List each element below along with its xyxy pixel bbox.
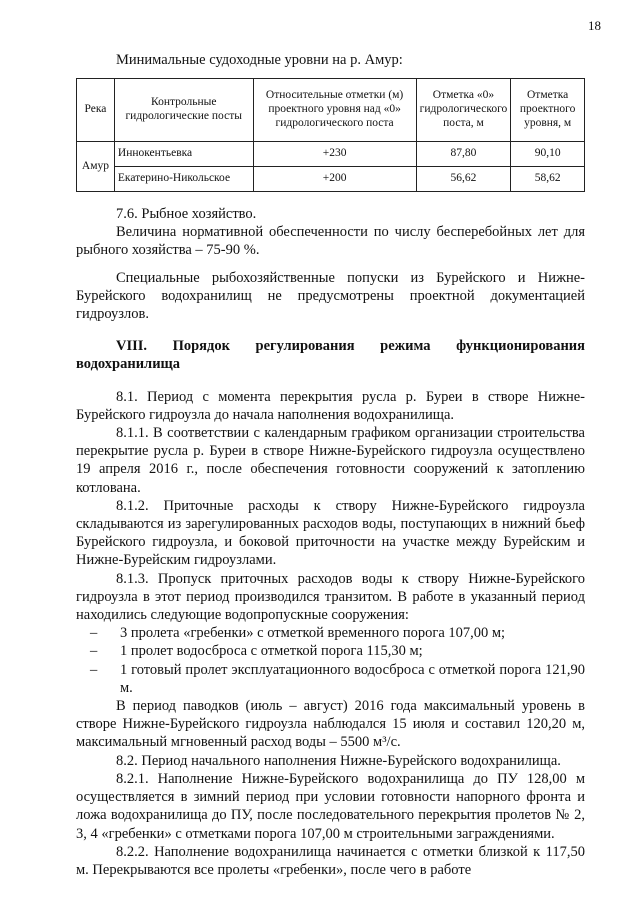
table-header-row <box>77 79 585 142</box>
shipping-levels-table <box>76 78 585 192</box>
table-caption: Минимальные судоходные уровни на р. Амур: <box>116 52 403 68</box>
post-cell: Иннокентьевка <box>114 142 253 167</box>
list-item <box>76 642 585 660</box>
paragraph: 8.1.1. В соответствии с календарным графиком организации строительства перекрытие русла р. Буреи в створе Нижне-Бурейского гидроузла осуществлено 19 апреля 2016 г., после обеспечения готовности сооружений к затоплению котлована. <box>76 425 585 496</box>
list-item <box>76 624 585 642</box>
paragraph: 7.6. Рыбное хозяйство. <box>116 206 257 222</box>
header-zero-mark: Отметка «0» гидрологического поста, м <box>416 79 511 142</box>
list-item-text: 1 пролет водосброса с отметкой порога 115,30 м; <box>120 643 423 660</box>
relative-cell: +230 <box>253 142 416 167</box>
header-river: Река <box>77 79 115 142</box>
table-row <box>77 167 585 192</box>
paragraph: 8.2. Период начального наполнения Нижне-Бурейского водохранилища. <box>116 752 561 769</box>
list-item <box>76 661 585 697</box>
list-item-text: 3 пролета «гребенки» с отметкой временного порога 107,00 м; <box>120 625 506 642</box>
paragraph: 8.2.2. Наполнение водохранилища начинается с отметки близкой к 117,50 м. Перекрываются все пролеты «гребенки», после чего в работе <box>76 843 585 878</box>
page-number: 18 <box>588 18 601 33</box>
list-item-text: 1 готовый пролет эксплуатационного водосброса с отметкой порога 121,90 м. <box>120 661 585 696</box>
paragraph: 8.1.2. Приточные расходы к створу Нижне-Бурейского гидроузла складываются из зарегулированных расходов воды, поступающих в нижний бьеф Бурейского гидроузла, и боковой приточности на участке между Бурейским и Нижне-Бурейским гидроузлами. <box>76 497 585 569</box>
relative-cell: +200 <box>253 167 416 192</box>
paragraph: В период паводков (июль – август) 2016 года максимальный уровень в створе Нижне-Бурейского гидроузла наблюдался 15 июля и составил 120,20 м, максимальный мгновенный расход воды – 5500 м³/с. <box>76 698 585 751</box>
paragraph: Специальные рыбохозяйственные попуски из Бурейского и Нижне-Бурейского водохранилищ не предусмотрены проектной документацией гидроузлов. <box>76 269 585 323</box>
header-posts: Контрольные гидрологические посты <box>114 79 253 142</box>
table-row <box>77 142 585 167</box>
list-dash: – <box>90 643 98 660</box>
post-cell: Екатерино-Никольское <box>114 167 253 192</box>
level-cell: 58,62 <box>511 167 585 192</box>
section-heading: VIII. Порядок регулирования режима функционирования водохранилища <box>76 338 585 373</box>
paragraph: 8.2.1. Наполнение Нижне-Бурейского водохранилища до ПУ 128,00 м осуществляется в зимний период при условии готовности напорного фронта и ложа водохранилища до ПУ, после последовательного перекрытия пролетов № 2, 3, 4 «гребенки» с отметками порога 107,00 м строительными заграждениями. <box>76 770 585 842</box>
paragraph: 8.1.3. Пропуск приточных расходов воды к створу Нижне-Бурейского гидроузла в этот период производился транзитом. В работе в указанный период находились следующие водопропускные сооружения: <box>76 570 585 624</box>
paragraph: 8.1. Период с момента перекрытия русла р. Буреи в створе Нижне-Бурейского гидроузла до начала наполнения водохранилища. <box>76 388 585 423</box>
list-dash: – <box>90 661 98 678</box>
zero-cell: 56,62 <box>416 167 511 192</box>
paragraph: Величина нормативной обеспеченности по числу бесперебойных лет для рыбного хозяйства – 75-90 %. <box>76 224 585 259</box>
document-body <box>76 205 585 879</box>
header-design-level: Отметка проектного уровня, м <box>511 79 585 142</box>
header-relative-marks: Относительные отметки (м) проектного уровня над «0» гидрологического поста <box>253 79 416 142</box>
list-dash: – <box>90 625 98 642</box>
river-cell: Амур <box>77 142 115 192</box>
zero-cell: 87,80 <box>416 142 511 167</box>
level-cell: 90,10 <box>511 142 585 167</box>
